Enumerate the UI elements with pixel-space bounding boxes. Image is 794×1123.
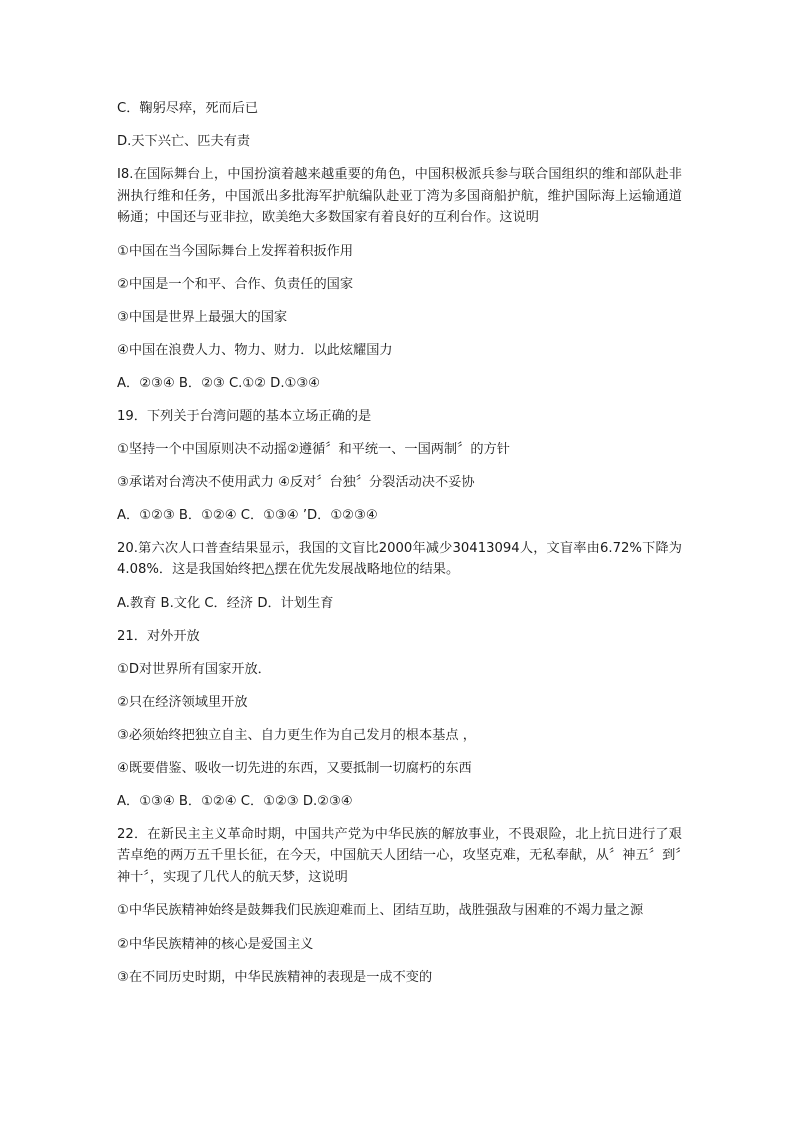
q21-statement-2: ②只在经济领域里开放: [117, 694, 248, 710]
question-22-stem: 22．在新民主主义革命时期，中国共产党为中华民族的解放事业，不畏艰险，北上抗日进行了艰苦卓绝的两万五千里长征，在今天，中国航天人团结一心，攻坚克难，无私奉献，从〞神五〞到〞神十〞，实现了几代人的航天梦，这说明: [117, 826, 682, 885]
q18-statement-4: ④中国在浪费人力、物力、财力．以此炫耀国力: [117, 342, 393, 358]
option-d-line: D.天下兴亡、匹夫有责: [117, 134, 251, 149]
q18-statement-1: ①中国在当今国际舞台上发挥着积扳作用: [117, 243, 354, 259]
q22-statement-2: ②中华民族精神的核心是爱国主义: [117, 936, 314, 952]
question-18-stem: I8.在国际舞台上，中国扮演着越来越重要的角色，中国积极派兵参与联合国组织的维和部队赴非洲执行维和任务，中国派出多批海军护航编队赴亚丁湾为多国商船护航，维护国际海上运输通道畅通；中国还与亚非拉，欧美绝大多数国家有着良好的互利台作。这说明: [117, 167, 682, 225]
question-20-stem: 20.第六次人口普查结果显示，我国的文盲比2000年减少30413094人，文盲率由6.72%下降为4.08%．这是我国始终把△摆在优先发展战略地位的结果。: [117, 540, 682, 577]
question-21-stem: 21．对外开放: [117, 628, 200, 644]
q18-statement-3: ③中国是世界上最强大的国家: [117, 309, 288, 325]
q21-statement-4: ④既要借鉴、吸收一切先进的东西，又要抵制一切腐朽的东西: [117, 760, 472, 776]
q22-statement-3: ③在不同历史时期，中华民族精神的表现是一成不变的: [117, 969, 433, 985]
question-19-stem: 19．下列关于台湾问题的基本立场正确的是: [117, 408, 372, 424]
q21-choices: A．①③④ B．①②④ C．①②③ D.②③④: [117, 793, 353, 809]
q19-choices: A．①②③ B．①②④ C．①③④ ’D．①②③④: [117, 507, 378, 523]
q22-statement-1: ①中华民族精神始终是鼓舞我们民族迎难而上、团结互助，战胜强敌与困难的不竭力量之源: [117, 903, 644, 918]
document-page: [117, 98, 682, 1000]
q19-statements-1-2: ①坚持一个中国原则决不动摇②遵循〞和平统一、一国两制〞的方针: [117, 441, 510, 457]
q18-statement-2: ②中国是一个和平、合作、负责任的国家: [117, 276, 354, 292]
q21-statement-3: ③必须始终把独立自主、自力更生作为自己发月的根本基点 ，: [117, 727, 476, 743]
option-c-line: C．鞠躬尽瘁，死而后已: [117, 101, 259, 116]
q21-statement-1: ①D对世界所有国家开放．: [117, 661, 271, 677]
q19-statements-3-4: ③承诺对台湾决不使用武力 ④反对〞台独〞分裂活动决不妥协: [117, 474, 475, 490]
q20-choices: A.教育 B.文化 C．经济 D．计划生育: [117, 595, 334, 611]
q18-choices: A．②③④ B．②③ C.①② D.①③④: [117, 375, 320, 391]
